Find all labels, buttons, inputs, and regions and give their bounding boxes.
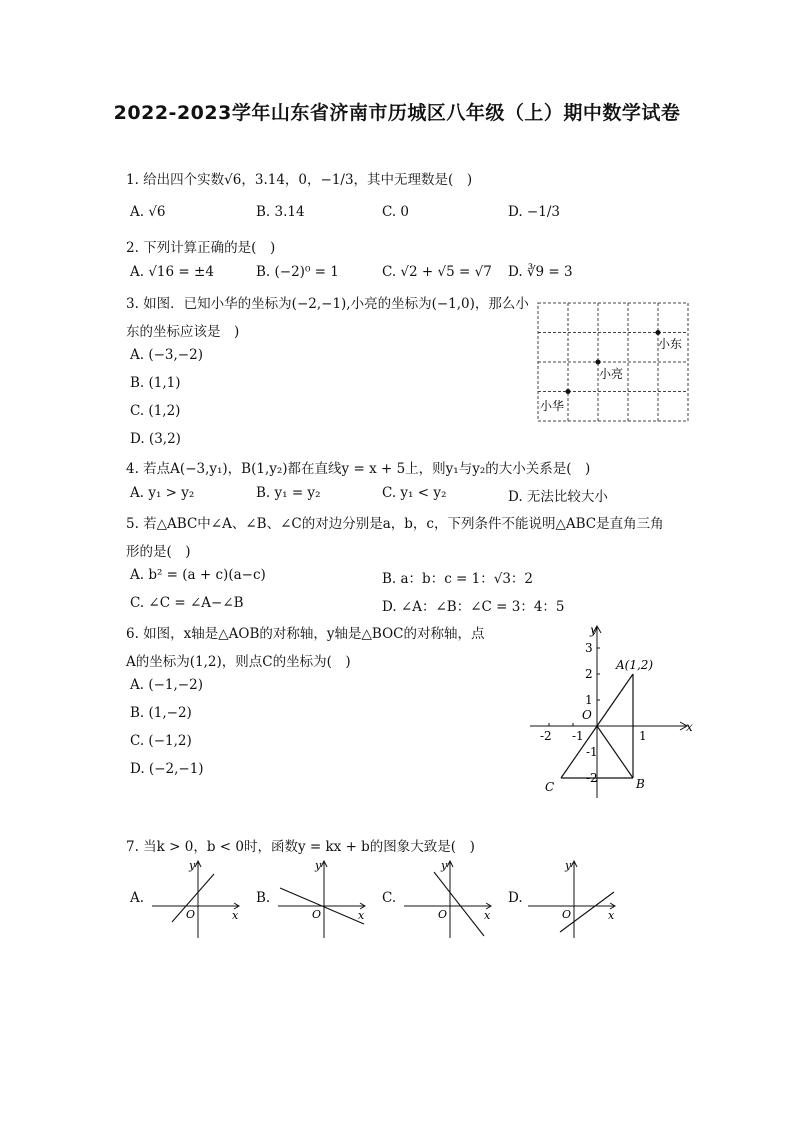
q4-option-b: B. y₁ = y₂ <box>256 485 321 501</box>
page-title: 2022-2023学年山东省济南市历城区八年级（上）期中数学试卷 <box>113 102 681 124</box>
q3-option-c: C. (1,2) <box>130 403 181 419</box>
graph-d-origin: O <box>562 908 572 921</box>
tick-y-1: 1 <box>585 693 593 707</box>
graph-c-x: x <box>484 909 491 922</box>
question-7-stem: 7. 当k > 0，b < 0时，函数y = kx + b的图象大致是( ) <box>126 839 475 855</box>
label-xiaoliang: 小亮 <box>599 367 624 381</box>
question-3-stem-line1: 3. 如图．已知小华的坐标为(−2,−1),小亮的坐标为(−1,0)，那么小 <box>126 296 529 312</box>
question-3-stem-line2: 东的坐标应该是 ) <box>126 324 240 340</box>
q4-option-c: C. y₁ < y₂ <box>382 485 447 501</box>
question-5-stem-line2: 形的是( ) <box>126 544 191 560</box>
question-1-stem: 1. 给出四个实数√6，3.14，0，−1/3，其中无理数是( ) <box>126 172 473 188</box>
graph-b-x: x <box>358 909 365 922</box>
question-2-stem: 2. 下列计算正确的是( ) <box>126 240 276 256</box>
axis-y-label: y <box>590 623 597 637</box>
q6-option-a: A. (−1,−2) <box>130 677 203 693</box>
q4-option-d: D. 无法比较大小 <box>508 489 608 505</box>
q2-option-d: D. ∛9 = 3 <box>508 264 573 280</box>
label-xiaodong: 小东 <box>658 337 683 351</box>
tick-x-neg1: -1 <box>572 729 584 743</box>
graph-d-x: x <box>608 909 615 922</box>
graph-a-x: x <box>232 909 239 922</box>
q1-option-b: B. 3.14 <box>256 204 305 220</box>
q1-option-a: A. √6 <box>130 204 166 220</box>
tick-x-neg2: -2 <box>540 729 552 743</box>
q3-option-a: A. (−3,−2) <box>130 347 203 363</box>
point-xiaoliang <box>596 360 601 365</box>
q7-option-b: B. <box>256 890 271 906</box>
q2-option-c: C. √2 + √5 = √7 <box>382 264 492 280</box>
q3-option-d: D. (3,2) <box>130 431 181 447</box>
tick-y-2: 2 <box>585 667 593 681</box>
graph-d-y: y <box>565 859 572 872</box>
q2-option-a: A. √16 = ±4 <box>130 264 214 280</box>
label-point-c: C <box>545 780 555 794</box>
q5-option-c: C. ∠C = ∠A−∠B <box>130 595 244 611</box>
graph-a-origin: O <box>186 908 196 921</box>
tick-x-1: 1 <box>639 729 647 743</box>
label-origin: O <box>582 708 592 722</box>
graph-a-y: y <box>189 859 196 872</box>
point-xiaohua <box>566 389 571 394</box>
q5-option-d: D. ∠A：∠B：∠C = 3：4：5 <box>382 599 565 615</box>
q7-option-d: D. <box>508 890 523 906</box>
q2-option-b: B. (−2)⁰ = 1 <box>256 264 339 280</box>
q7-option-c: C. <box>382 890 397 906</box>
q3-grid-figure <box>534 300 694 424</box>
label-point-a: A(1,2) <box>616 658 654 672</box>
q3-option-b: B. (1,1) <box>130 375 181 391</box>
q7-graph-a <box>150 856 250 940</box>
graph-b-origin: O <box>312 908 322 921</box>
label-point-b: B <box>636 777 645 791</box>
q5-option-a: A. b² = (a + c)(a−c) <box>130 567 266 583</box>
point-xiaodong <box>656 330 661 335</box>
q1-option-d: D. −1/3 <box>508 204 560 220</box>
question-6-stem-line2: A的坐标为(1,2)，则点C的坐标为( ) <box>126 654 351 670</box>
q7-graph-b <box>276 856 376 940</box>
question-4-stem: 4. 若点A(−3,y₁)，B(1,y₂)都在直线y = x + 5上，则y₁与y₂的大小关系是( ) <box>126 461 591 477</box>
q6-coordinate-figure <box>522 618 702 800</box>
q7-option-a: A. <box>130 890 145 906</box>
q7-graph-d <box>526 856 626 940</box>
graph-c-origin: O <box>438 908 448 921</box>
tick-y-neg2: -2 <box>586 771 598 785</box>
tick-y-3: 3 <box>585 641 593 655</box>
axis-x-label: x <box>686 720 693 734</box>
q5-option-b: B. a：b：c = 1：√3：2 <box>382 571 534 587</box>
q6-option-d: D. (−2,−1) <box>130 761 204 777</box>
q1-option-c: C. 0 <box>382 204 410 220</box>
question-6-stem-line1: 6. 如图，x轴是△AOB的对称轴，y轴是△BOC的对称轴，点 <box>126 626 485 642</box>
q6-option-b: B. (1,−2) <box>130 705 192 721</box>
q7-graph-c <box>402 856 502 940</box>
label-xiaohua: 小华 <box>540 399 565 413</box>
tick-y-neg1: -1 <box>586 745 598 759</box>
graph-c-y: y <box>441 859 448 872</box>
graph-b-y: y <box>315 859 322 872</box>
q6-option-c: C. (−1,2) <box>130 733 192 749</box>
q4-option-a: A. y₁ > y₂ <box>130 485 195 501</box>
question-5-stem-line1: 5. 若△ABC中∠A、∠B、∠C的对边分别是a，b，c，下列条件不能说明△ABC是直角三角 <box>126 516 664 532</box>
